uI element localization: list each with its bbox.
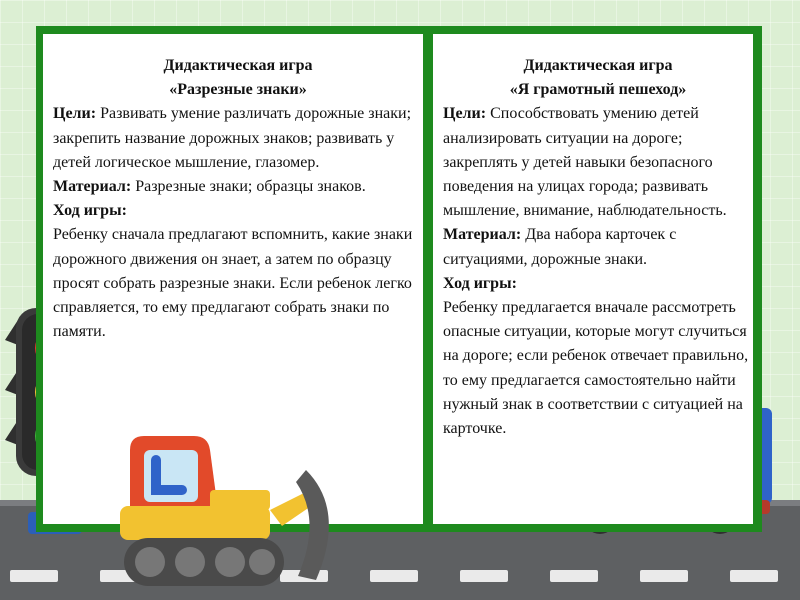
goals-label: Цели: <box>53 105 97 123</box>
material-text: Два набора карточек с ситуациями, дорожные знаки. <box>443 226 677 268</box>
card-title: Дидактическая игра <box>163 57 313 74</box>
goals-paragraph <box>443 102 753 223</box>
card-game-name: «Я грамотный пешеход» <box>509 81 687 99</box>
card-title: Дидактическая игра <box>523 57 673 74</box>
process-label-paragraph <box>443 272 753 296</box>
road-marking <box>460 570 508 582</box>
process-label: Ход игры: <box>443 274 517 292</box>
road-marking <box>550 570 598 582</box>
bulldozer-icon <box>110 430 360 600</box>
material-text: Разрезные знаки; образцы знаков. <box>131 178 366 196</box>
material-paragraph <box>53 175 423 199</box>
material-paragraph <box>443 223 753 271</box>
road-marking <box>640 570 688 582</box>
goals-text: Развивать умение различать дорожные знаки; закрепить название дорожных знаков; развивать у детей логическое мышление, глазомер. <box>53 105 412 171</box>
road-marking <box>370 570 418 582</box>
road-marking <box>730 570 778 582</box>
goals-paragraph <box>53 102 423 175</box>
road-marking <box>10 570 58 582</box>
material-label: Материал: <box>53 178 132 196</box>
process-label-paragraph <box>53 199 423 223</box>
card-pedestrian <box>433 34 753 524</box>
goals-label: Цели: <box>443 105 487 123</box>
card-game-name: «Разрезные знаки» <box>169 81 307 99</box>
process-label: Ход игры: <box>53 202 127 220</box>
process-text: Ребенку сначала предлагают вспомнить, какие знаки дорожного движения он знает, а затем по образцу просят собрать разрезные знаки. Если ребенок легко справляется, то ему предлагают собрать знаки по памяти. <box>53 226 413 341</box>
goals-text: Способствовать умению детей анализировать ситуации на дороге; закреплять у детей навыки безопасного поведения на улицах города; развивать мышление, внимание, наблюдательность. <box>443 105 727 220</box>
material-label: Материал: <box>443 226 522 244</box>
process-text: Ребенку предлагается вначале рассмотреть опасные ситуации, которые могут случиться на дороге; если ребенок отвечает правильно, то ему предлагается самостоятельно найти нужный знак в соответствии с ситуацией на карточке. <box>443 299 749 438</box>
